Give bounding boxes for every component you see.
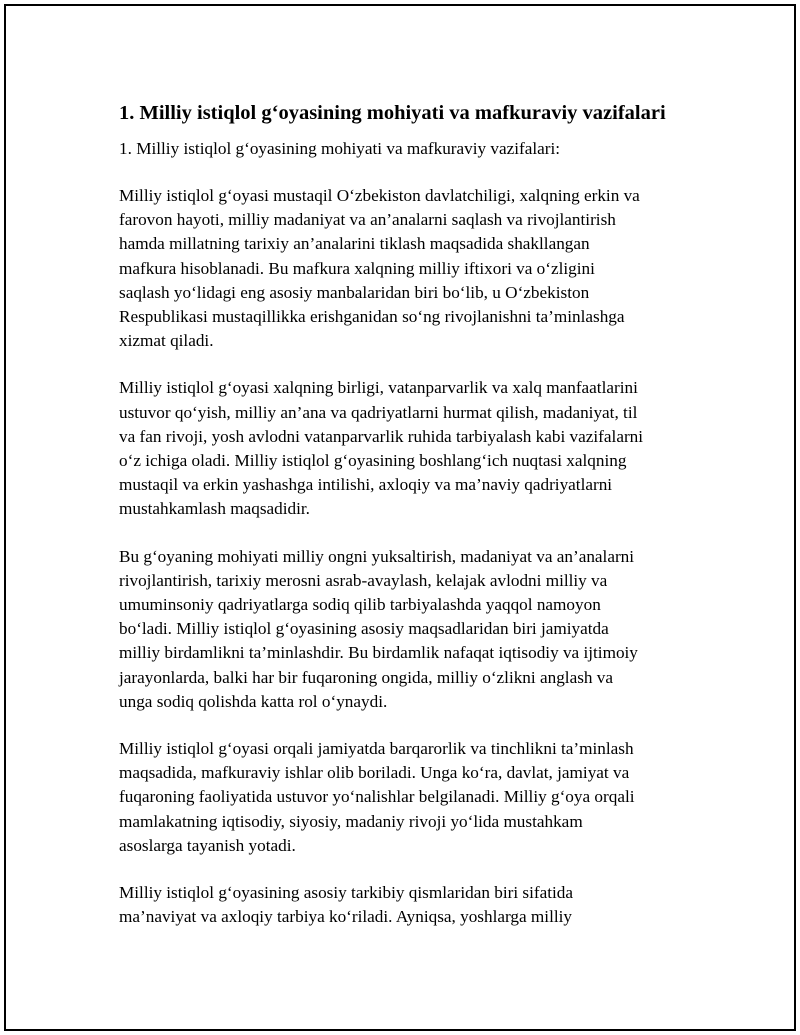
- text-line: Respublikasi mustaqillikka erishganidan so‘ng rivojlanishni ta’minlashga: [119, 307, 625, 327]
- paragraph-4: [119, 737, 689, 858]
- text-line: asoslarga tayanish yotadi.: [119, 835, 296, 855]
- text-line: Bu g‘oyaning mohiyati milliy ongni yuksaltirish, madaniyat va an’analarni: [119, 546, 635, 566]
- document-page: [4, 4, 796, 1031]
- text-line: mustahkamlash maqsadidir.: [119, 499, 310, 519]
- text-line: Milliy istiqlol g‘oyasi xalqning birligi, vatanparvarlik va xalq manfaatlarini: [119, 378, 638, 398]
- section-heading: 1. Milliy istiqlol g‘oyasining mohiyati va mafkuraviy vazifalari: [119, 102, 666, 124]
- text-line: o‘z ichiga oladi. Milliy istiqlol g‘oyasining boshlang‘ich nuqtasi xalqning: [119, 451, 627, 471]
- text-line: saqlash yo‘lidagi eng asosiy manbalaridan biri bo‘lib, u O‘zbekiston: [119, 282, 590, 302]
- text-line: va fan rivoji, yosh avlodni vatanparvarlik ruhida tarbiyalash kabi vazifalarni: [119, 426, 644, 446]
- paragraph-1: [119, 184, 689, 353]
- text-line: milliy birdamlikni ta’minlashdir. Bu birdamlik nafaqat iqtisodiy va ijtimoiy: [119, 643, 638, 663]
- text-line: farovon hayoti, milliy madaniyat va an’analarni saqlash va rivojlantirish: [119, 210, 616, 230]
- text-line: Milliy istiqlol g‘oyasi mustaqil O‘zbekiston davlatchiligi, xalqning erkin va: [119, 186, 640, 205]
- text-line: jarayonlarda, balki har bir fuqaroning ongida, milliy o‘zlikni anglash va: [119, 667, 613, 687]
- text-line: rivojlantirish, tarixiy merosni asrab-avaylash, kelajak avlodni milliy va: [119, 570, 608, 590]
- text-line: fuqaroning faoliyatida ustuvor yo‘nalishlar belgilanadi. Milliy g‘oya orqali: [119, 787, 635, 807]
- text-line: mamlakatning iqtisodiy, siyosiy, madaniy rivoji yo‘lida mustahkam: [119, 811, 583, 831]
- text-line: Milliy istiqlol g‘oyasining asosiy tarkibiy qismlaridan biri sifatida: [119, 883, 573, 903]
- text-line: unga sodiq qolishda katta rol o‘ynaydi.: [119, 691, 388, 711]
- paragraph-2: [119, 376, 689, 521]
- text-line: ustuvor qo‘yish, milliy an’ana va qadriyatlarni hurmat qilish, madaniyat, til: [119, 402, 638, 422]
- document-body: [119, 99, 689, 952]
- section-subtitle: 1. Milliy istiqlol g‘oyasining mohiyati va mafkuraviy vazifalari:: [119, 139, 561, 158]
- text-line: bo‘ladi. Milliy istiqlol g‘oyasining asosiy maqsadlaridan biri jamiyatda: [119, 619, 609, 639]
- text-line: ma’naviyat va axloqiy tarbiya ko‘riladi. Ayniqsa, yoshlarga milliy: [119, 907, 572, 927]
- text-line: mafkura hisoblanadi. Bu mafkura xalqning milliy iftixori va o‘zligini: [119, 258, 595, 278]
- text-line: Milliy istiqlol g‘oyasi orqali jamiyatda barqarorlik va tinchlikni ta’minlash: [119, 739, 634, 759]
- text-line: umuminsoniy qadriyatlarga sodiq qilib tarbiyalashda yaqqol namoyon: [119, 595, 601, 615]
- text-line: xizmat qiladi.: [119, 331, 214, 351]
- paragraph-5: [119, 881, 689, 929]
- text-line: hamda millatning tarixiy an’analarini tiklash maqsadida shakllangan: [119, 234, 590, 254]
- paragraph-3: [119, 545, 689, 714]
- text-line: maqsadida, mafkuraviy ishlar olib boriladi. Unga ko‘ra, davlat, jamiyat va: [119, 763, 630, 783]
- text-line: mustaqil va erkin yashashga intilishi, axloqiy va ma’naviy qadriyatlarni: [119, 475, 613, 495]
